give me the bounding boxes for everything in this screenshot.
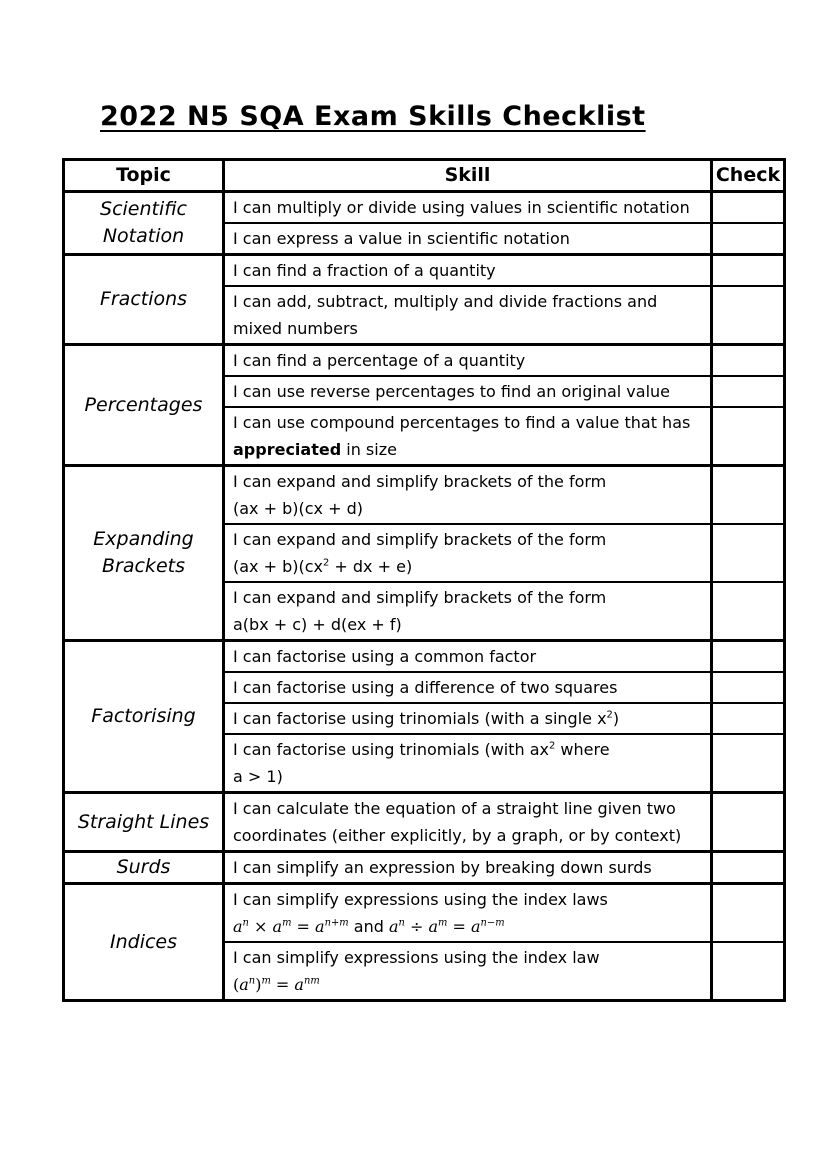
skill-cell [224, 852, 712, 884]
table-row [64, 852, 785, 884]
skill-cell [224, 582, 712, 641]
check-cell[interactable] [712, 734, 785, 793]
skill-cell [224, 407, 712, 466]
skill-text-segment: I can factorise using a difference of two squares [233, 678, 618, 697]
check-cell[interactable] [712, 192, 785, 224]
check-cell[interactable] [712, 255, 785, 287]
skill-text-segment: ( [233, 975, 240, 994]
table-row [64, 192, 785, 224]
skill-cell [224, 793, 712, 852]
skill-text-segment: a [233, 917, 243, 936]
skill-text-segment: I can multiply or divide using values in scientific notation [233, 198, 690, 217]
check-cell[interactable] [712, 884, 785, 943]
topic-cell: Expanding Brackets [64, 466, 224, 641]
skill-text-segment: I can expand and simplify brackets of the form [233, 530, 607, 549]
skill-text-segment: a [428, 917, 439, 936]
skill-cell [224, 942, 712, 1001]
check-cell[interactable] [712, 942, 785, 1001]
skill-text-segment: 2 [606, 709, 613, 721]
skill-text-segment: m [438, 917, 448, 929]
skill-text-segment: + dx + e) [329, 557, 413, 576]
skill-text-segment: = [291, 917, 316, 936]
skill-text-segment: I can simplify expressions using the index law [233, 948, 600, 967]
skill-text-segment: n [398, 917, 405, 929]
skill-text-segment: n [242, 917, 249, 929]
topic-cell: Surds [64, 852, 224, 884]
skill-cell [224, 524, 712, 582]
skill-text-segment: I can factorise using trinomials (with a single x [233, 709, 607, 728]
skill-text-segment: I can expand and simplify brackets of the form [233, 588, 607, 607]
skill-cell [224, 641, 712, 673]
table-row [64, 884, 785, 943]
skill-text-segment: I can find a percentage of a quantity [233, 351, 526, 370]
skill-cell [224, 376, 712, 407]
skill-cell [224, 286, 712, 345]
skill-text-segment: m [261, 975, 271, 987]
table-row [64, 466, 785, 525]
table-row [64, 793, 785, 852]
skill-text-segment: I can add, subtract, multiply and divide fractions and mixed numbers [233, 292, 658, 338]
check-cell[interactable] [712, 703, 785, 734]
topic-cell: Percentages [64, 345, 224, 466]
skill-text-segment: in size [341, 440, 397, 459]
skills-table-body [64, 192, 785, 1001]
check-cell[interactable] [712, 376, 785, 407]
skill-text-segment: n+m [324, 917, 349, 929]
skill-cell [224, 223, 712, 255]
skill-text-segment: I can use compound percentages to find a value that has [233, 413, 691, 432]
skill-text-segment: I can simplify expressions using the index laws [233, 890, 608, 909]
skill-text-segment: where [555, 740, 610, 759]
page-title: 2022 N5 SQA Exam Skills Checklist [100, 101, 646, 132]
skill-text-segment: 2 [323, 557, 330, 569]
skill-text-segment: a [294, 975, 304, 994]
column-header-check: Check [712, 160, 785, 192]
skill-text-segment: I can express a value in scientific notation [233, 229, 570, 248]
skill-text-segment: I can expand and simplify brackets of the form [233, 472, 607, 491]
skill-cell [224, 884, 712, 943]
skill-text-segment: I can factorise using a common factor [233, 647, 537, 666]
topic-cell: Scientific Notation [64, 192, 224, 255]
skill-text-segment: and [348, 917, 389, 936]
skill-text-segment: n−m [480, 917, 505, 929]
check-cell[interactable] [712, 524, 785, 582]
check-cell[interactable] [712, 641, 785, 673]
skill-text-segment: ) [255, 975, 262, 994]
skill-text-segment: ÷ [404, 917, 429, 936]
topic-cell: Fractions [64, 255, 224, 345]
skill-text-segment: 2 [549, 740, 556, 752]
skill-text-segment: I can simplify an expression by breaking down surds [233, 858, 652, 877]
skill-cell [224, 734, 712, 793]
check-cell[interactable] [712, 852, 785, 884]
skill-text-segment: a [239, 975, 249, 994]
skill-cell [224, 466, 712, 525]
column-header-skill: Skill [224, 160, 712, 192]
skill-text-segment: (ax + b)(cx [233, 557, 323, 576]
check-cell[interactable] [712, 407, 785, 466]
skill-text-segment: m [282, 917, 292, 929]
skill-text-segment: appreciated [233, 440, 342, 459]
header-row [64, 160, 785, 192]
skill-text-segment: (ax + b)(cx + d) [233, 499, 363, 518]
skill-text-segment: a > 1) [233, 767, 283, 786]
table-row [64, 345, 785, 377]
skill-text-segment: nm [303, 975, 320, 987]
topic-cell: Straight Lines [64, 793, 224, 852]
skill-cell [224, 345, 712, 377]
skill-text-segment: a [388, 917, 399, 936]
skill-cell [224, 255, 712, 287]
skill-text-segment: I can find a fraction of a quantity [233, 261, 496, 280]
skill-text-segment: a(bx + c) + d(ex + f) [233, 615, 402, 634]
skill-cell [224, 192, 712, 224]
skill-text-segment: a [315, 917, 325, 936]
topic-cell: Factorising [64, 641, 224, 793]
skill-text-segment: = [447, 917, 471, 936]
check-cell[interactable] [712, 582, 785, 641]
skill-text-segment: n [248, 975, 256, 987]
skill-text-segment: a [272, 917, 283, 936]
skill-text-segment: ) [612, 709, 620, 728]
check-cell[interactable] [712, 345, 785, 377]
table-row [64, 641, 785, 673]
skill-text-segment: a [471, 917, 481, 936]
skill-text-segment: I can factorise using trinomials (with ax [233, 740, 549, 759]
check-cell[interactable] [712, 466, 785, 525]
check-cell[interactable] [712, 223, 785, 255]
check-cell[interactable] [712, 793, 785, 852]
skill-text-segment: × [248, 917, 273, 936]
check-cell[interactable] [712, 286, 785, 345]
skill-text-segment: I can use reverse percentages to find an original value [233, 382, 671, 401]
skill-cell [224, 703, 712, 734]
skills-table [62, 158, 786, 1002]
table-row [64, 255, 785, 287]
skill-cell [224, 672, 712, 703]
skill-text-segment: = [270, 975, 295, 994]
skill-text-segment: I can calculate the equation of a straight line given two coordinates (either explicitly, by a graph, or by context) [233, 799, 682, 845]
check-cell[interactable] [712, 672, 785, 703]
column-header-topic: Topic [64, 160, 224, 192]
topic-cell: Indices [64, 884, 224, 1001]
